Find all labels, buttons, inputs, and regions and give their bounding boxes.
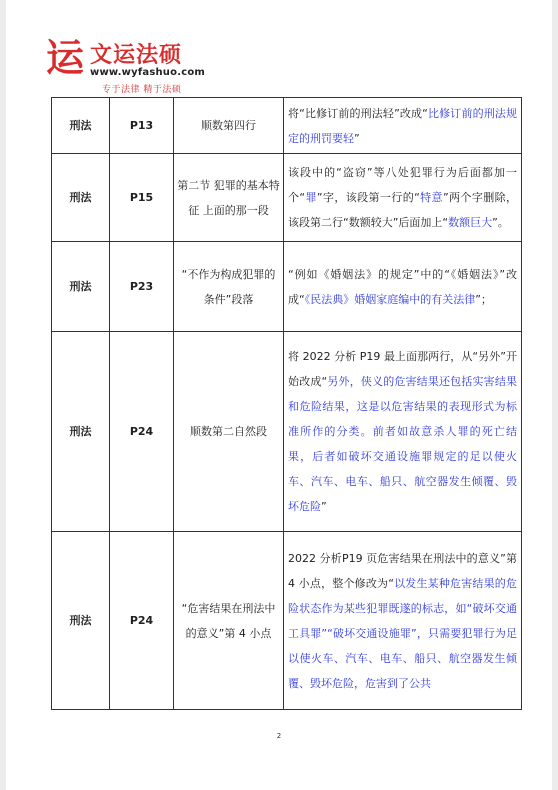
highlighted-text: 特意 — [419, 191, 443, 204]
subject-cell: 刑法 — [52, 332, 110, 532]
location-cell: “不作为构成犯罪的条件”段落 — [174, 242, 284, 332]
page-ref-cell: P15 — [110, 154, 174, 242]
table-row — [52, 332, 522, 532]
change-text: ”； — [475, 292, 492, 306]
location-cell: “危害结果在刑法中的意义”第 4 小点 — [174, 532, 284, 710]
page-ref-cell: P24 — [110, 532, 174, 710]
location-cell: 第二节 犯罪的基本特征 上面的那一段 — [174, 154, 284, 242]
brand-name: 文运法硕 — [90, 43, 183, 68]
change-cell — [284, 532, 522, 710]
errata-table-body — [52, 98, 522, 710]
change-text: ” — [321, 500, 327, 513]
highlighted-text: 比修订前的刑法规定的刑罚要轻 — [288, 106, 517, 145]
change-text: ”两个字删除，该段第二行“数额较大”后面加上“ — [288, 191, 517, 229]
change-text: ” — [354, 131, 360, 145]
page-number: 2 — [276, 732, 282, 740]
change-cell — [284, 242, 522, 332]
subject-cell: 刑法 — [52, 154, 110, 242]
highlighted-text: 罪 — [305, 191, 317, 204]
logo-mark-icon: 运 — [46, 36, 85, 80]
table-row — [52, 154, 522, 242]
page-ref-cell: P24 — [110, 332, 174, 532]
highlighted-text: 《民法典》婚姻家庭编中的有关法律 — [304, 292, 476, 306]
location-cell: 顺数第四行 — [174, 98, 284, 154]
subject-cell: 刑法 — [52, 242, 110, 332]
errata-table — [51, 97, 522, 710]
subject-cell: 刑法 — [52, 532, 110, 710]
change-cell — [284, 98, 522, 154]
brand-url: www.wyfashuo.com — [90, 67, 206, 78]
table-row — [52, 98, 522, 154]
document-page — [6, 0, 552, 790]
highlighted-text: 以发生某种危害结果的危险状态作为某些犯罪既遂的标志，如“破坏交通工具罪”“破坏交通设施罪”，只需要犯罪行为足以使火车、汽车、电车、船只、航空器发生倾覆、毁坏危险，危害到了公共 — [288, 576, 517, 690]
change-text: 将“比修订前的刑法轻”改成“ — [288, 106, 428, 120]
subject-cell: 刑法 — [52, 98, 110, 154]
change-cell — [284, 154, 522, 242]
page-ref-cell: P13 — [110, 98, 174, 154]
highlighted-text: 另外，侠义的危害结果还包括实害结果和危险结果，这是以危害结果的表现形式为标准所作的分类。前者如故意杀人罪的死亡结果，后者如破坏交通设施罪规定的足以使火车、汽车、电车、船只、航空器发生倾覆、毁坏危险 — [288, 375, 518, 513]
change-text: 2022 分析P19 页危害结果在刑法中的意义”第 4 小点，整个修改为“ — [288, 551, 517, 590]
brand-slogan: 专于法律 精于法硕 — [102, 85, 182, 95]
change-cell — [284, 332, 522, 532]
change-text: 将 2022 分析 P19 最上面那两行，从“另外”开始改成“ — [288, 350, 517, 388]
change-text: 该段中的“盗窃”等八处犯罪行为后面都加一个“ — [288, 166, 517, 204]
table-row — [52, 242, 522, 332]
brand-logo — [46, 36, 206, 98]
change-text: ”。 — [492, 216, 509, 229]
page-ref-cell: P23 — [110, 242, 174, 332]
change-text: “例如《婚姻法》的规定”中的“《婚姻法》”改成“ — [288, 267, 517, 306]
table-row — [52, 532, 522, 710]
highlighted-text: 数额巨大 — [448, 216, 493, 229]
location-cell: 顺数第二自然段 — [174, 332, 284, 532]
change-text: ”字，该段第一行的“ — [316, 191, 420, 204]
